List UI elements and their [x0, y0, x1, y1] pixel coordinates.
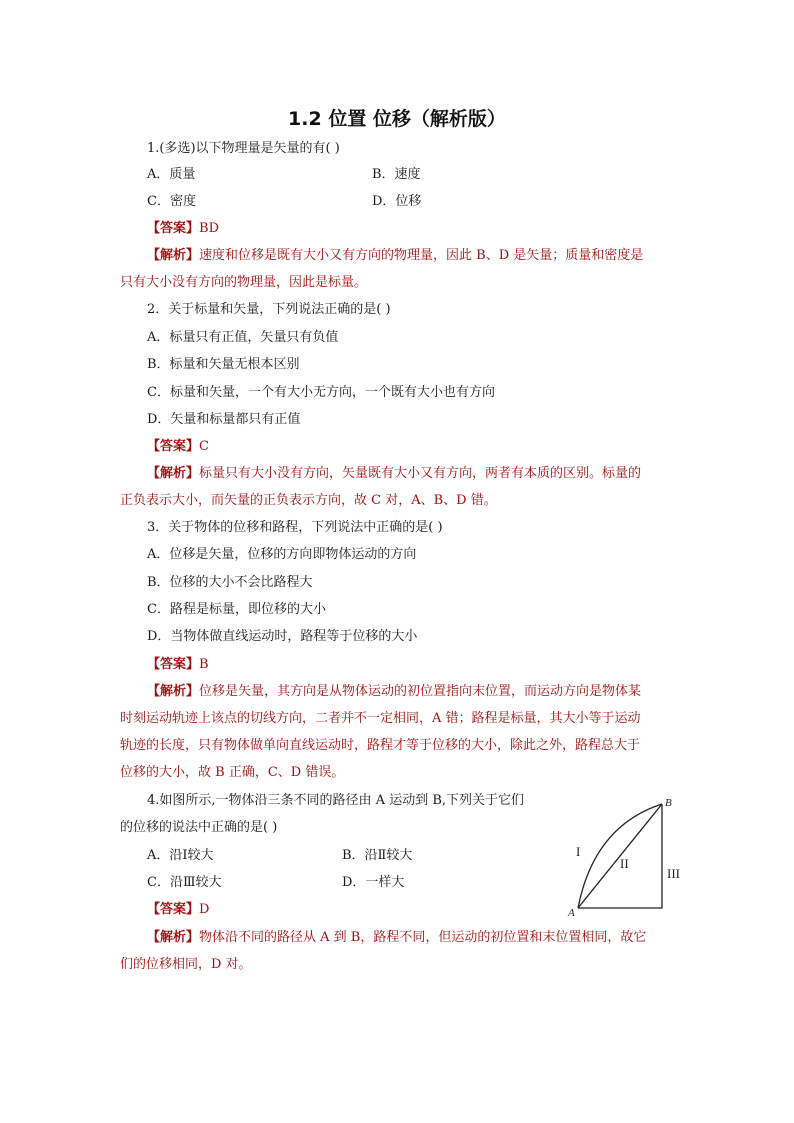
q4-option-a: A．沿Ⅰ较大	[147, 848, 214, 863]
q4-analysis-line-2: 们的位移相同，D 对。	[120, 957, 252, 972]
q4-option-c: C．沿Ⅲ较大	[147, 875, 222, 890]
analysis-label: 【解析】	[147, 930, 200, 945]
path-i-label: I	[576, 844, 581, 859]
q2-analysis-line-1: 【解析】标量只有大小没有方向，矢量既有大小又有方向，两者有本质的区别。标量的	[147, 466, 642, 481]
answer-label: 【答案】	[147, 657, 200, 672]
analysis-label: 【解析】	[147, 466, 200, 481]
q1-stem: 1.(多选)以下物理量是矢量的有( )	[147, 141, 340, 156]
q4-path-diagram	[566, 796, 694, 920]
q1-answer	[147, 221, 219, 237]
q3-analysis-line-4: 位移的大小，故 B 正确，C、D 错误。	[120, 765, 345, 780]
q4-option-row-2	[147, 875, 405, 891]
path-iii-label: III	[667, 866, 680, 881]
q1-answer-value: BD	[199, 221, 219, 236]
q2-answer-value: C	[199, 439, 209, 454]
page-title: 1.2 位置 位移（解析版）	[288, 108, 506, 130]
q4-answer	[147, 902, 209, 918]
q3-option-a: A．位移是矢量，位移的方向即物体运动的方向	[147, 547, 417, 562]
q3-option-c: C．路程是标量，即位移的大小	[147, 602, 326, 617]
q3-analysis-line-2: 时刻运动轨迹上该点的切线方向，二者并不一定相同，A 错；路程是标量，其大小等于运动	[120, 711, 641, 726]
q4-option-d: D．一样大	[342, 875, 405, 890]
analysis-label: 【解析】	[147, 684, 200, 699]
q4-analysis-line-1: 【解析】物体沿不同的路径从 A 到 B，路程不同，但运动的初位置和末位置相同，故它	[147, 930, 647, 945]
q2-stem: 2．关于标量和矢量，下列说法正确的是( )	[147, 302, 391, 317]
q4-path-figure	[566, 796, 694, 920]
q3-analysis-line-1: 【解析】位移是矢量，其方向是从物体运动的初位置指向末位置，而运动方向是物体某	[147, 684, 642, 699]
q3-option-b: B．位移的大小不会比路程大	[147, 575, 313, 590]
q1-analysis-line-1: 【解析】速度和位移是既有大小又有方向的物理量，因此 B、D 是矢量；质量和密度是	[147, 248, 644, 263]
q2-answer	[147, 439, 209, 455]
q1-option-row-2	[147, 194, 422, 210]
q1-option-a: A．质量	[147, 167, 196, 182]
q2-analysis-line-2: 正负表示大小，而矢量的正负表示方向，故 C 对，A、B、D 错。	[120, 493, 497, 508]
q1-option-b: B．速度	[372, 167, 421, 182]
q1-analysis-line-2: 只有大小没有方向的物理量，因此是标量。	[120, 275, 368, 290]
q3-stem: 3．关于物体的位移和路程，下列说法中正确的是( )	[147, 520, 443, 535]
q2-option-c: C．标量和矢量，一个有大小无方向，一个既有大小也有方向	[147, 385, 495, 400]
analysis-label: 【解析】	[147, 248, 200, 263]
q4-option-row-1	[147, 848, 413, 864]
q4-stem-line-1: 4.如图所示,一物体沿三条不同的路径由 A 运动到 B,下列关于它们	[147, 793, 525, 808]
q4-answer-value: D	[199, 902, 210, 917]
q4-stem-line-2: 的位移的说法中正确的是( )	[120, 820, 278, 835]
answer-label: 【答案】	[147, 902, 200, 917]
q2-option-a: A．标量只有正值，矢量只有负值	[147, 330, 339, 345]
answer-label: 【答案】	[147, 221, 200, 236]
q2-option-d: D．矢量和标量都只有正值	[147, 412, 301, 427]
q4-option-b: B．沿Ⅱ较大	[342, 848, 413, 863]
q3-option-d: D．当物体做直线运动时，路程等于位移的大小	[147, 629, 418, 644]
point-a-label: A	[568, 907, 575, 919]
q3-analysis-line-3: 轨迹的长度，只有物体做单向直线运动时，路程才等于位移的大小，除此之外，路程总大于	[120, 738, 641, 753]
q1-option-row-1	[147, 167, 421, 183]
q3-answer	[147, 657, 209, 673]
q1-option-d: D．位移	[372, 194, 422, 209]
point-b-label: B	[665, 797, 672, 809]
q3-answer-value: B	[199, 657, 209, 672]
q2-option-b: B．标量和矢量无根本区别	[147, 357, 300, 372]
path-ii-label: II	[620, 856, 629, 871]
q1-option-c: C．密度	[147, 194, 196, 209]
answer-label: 【答案】	[147, 439, 200, 454]
